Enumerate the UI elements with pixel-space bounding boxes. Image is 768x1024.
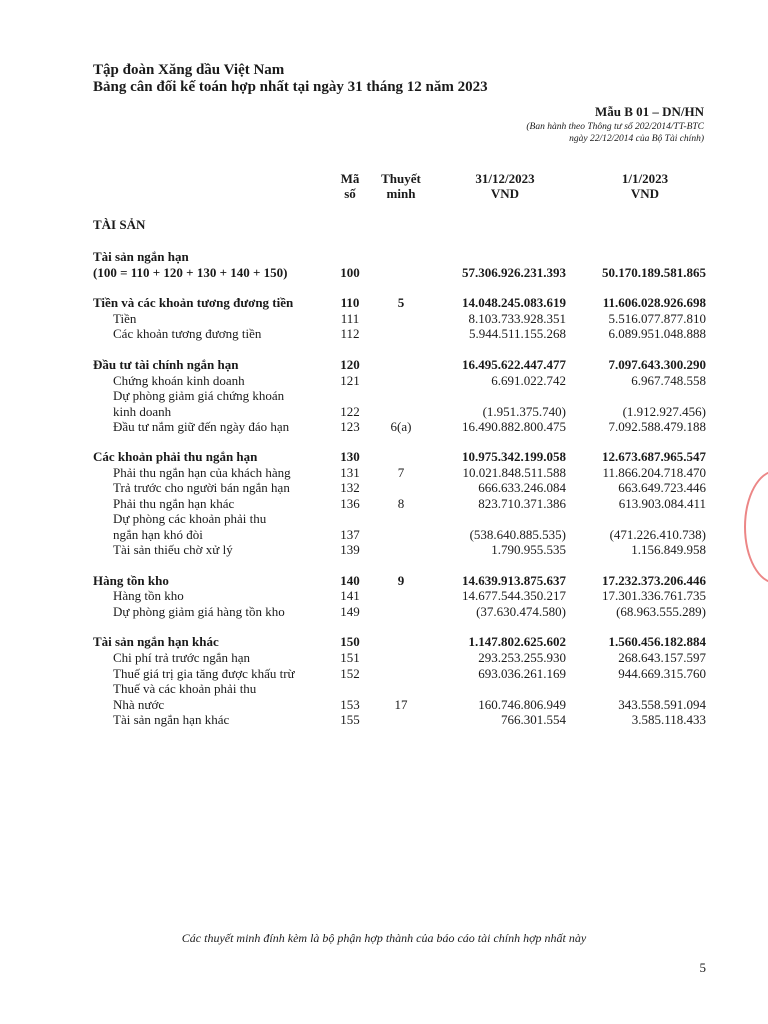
row-current-value: 1.147.802.625.602 xyxy=(468,634,566,649)
page-number: 5 xyxy=(699,960,706,975)
col-code-header: Mã số xyxy=(340,171,360,201)
row-code: 150 xyxy=(340,634,360,649)
row-current-value: 8.103.733.928.351 xyxy=(468,311,566,326)
row-code: 111 xyxy=(340,311,360,326)
row-code: 112 xyxy=(340,326,360,341)
row-current-value: 823.710.371.386 xyxy=(478,496,566,511)
row-previous-value: 663.649.723.446 xyxy=(618,480,706,495)
row-code: 123 xyxy=(340,419,360,434)
row-label: Hàng tồn kho xyxy=(93,573,169,588)
row-label: Đầu tư tài chính ngắn hạn xyxy=(93,357,239,372)
row-code: 141 xyxy=(340,588,360,603)
row-label: Thuế giá trị gia tăng được khấu trừ xyxy=(113,666,295,681)
row-current-value: 6.691.022.742 xyxy=(491,373,566,388)
row-previous-value: (471.226.410.738) xyxy=(609,527,706,542)
row-previous-value: (68.963.555.289) xyxy=(616,604,706,619)
row-code: 130 xyxy=(340,449,360,464)
issued-note-2: ngày 22/12/2014 của Bộ Tài chính) xyxy=(569,134,704,144)
row-label: Trả trước cho người bán ngắn hạn xyxy=(113,480,290,495)
row-current-value: 766.301.554 xyxy=(501,712,566,727)
row-current-value: 14.639.913.875.637 xyxy=(462,573,566,588)
row-note: 7 xyxy=(397,465,405,480)
col-previous-header: 1/1/2023 VND xyxy=(621,171,669,201)
row-label: Dự phòng giảm giá hàng tồn kho xyxy=(113,604,285,619)
row-current-value: 666.633.246.084 xyxy=(478,480,566,495)
row-code: 137 xyxy=(340,527,360,542)
row-label: Chứng khoán kinh doanh xyxy=(113,373,245,388)
row-label: Phải thu ngắn hạn của khách hàng xyxy=(113,465,291,480)
row-code: 131 xyxy=(340,465,360,480)
row-label: Tài sản thiếu chờ xử lý xyxy=(113,542,233,557)
row-code: 120 xyxy=(340,357,360,372)
row-current-value: 14.048.245.083.619 xyxy=(462,295,566,310)
row-label: Dự phòng giảm giá chứng khoán xyxy=(113,388,285,403)
row-previous-value: 17.301.336.761.735 xyxy=(602,588,706,603)
row-current-value: 57.306.926.231.393 xyxy=(462,265,566,280)
row-previous-value: 268.643.157.597 xyxy=(618,650,706,665)
row-code: 153 xyxy=(340,697,360,712)
row-label: Dự phòng các khoản phải thu xyxy=(113,511,267,526)
row-label: Tiền xyxy=(113,311,137,326)
issued-note-1: (Ban hành theo Thông tư số 202/2014/TT-BTC xyxy=(526,122,704,132)
row-previous-value: 1.560.456.182.884 xyxy=(608,634,706,649)
footer-note: Các thuyết minh đính kèm là bộ phận hợp thành của báo cáo tài chính hợp nhất này xyxy=(181,931,587,945)
row-code: 121 xyxy=(340,373,360,388)
row-code: 136 xyxy=(340,496,360,511)
row-code: 155 xyxy=(340,712,360,727)
row-code: 152 xyxy=(340,666,360,681)
row-label: Tài sản ngắn hạn khác xyxy=(113,712,230,727)
row-previous-value: 1.156.849.958 xyxy=(631,542,706,557)
row-previous-value: 7.097.643.300.290 xyxy=(608,357,706,372)
row-current-value: 10.975.342.199.058 xyxy=(462,449,566,464)
row-label: ngắn hạn khó đòi xyxy=(113,527,203,542)
row-label: Các khoản phải thu ngắn hạn xyxy=(93,449,258,464)
row-previous-value: 12.673.687.965.547 xyxy=(602,449,706,464)
row-previous-value: 613.903.084.411 xyxy=(618,496,706,511)
row-current-value: 160.746.806.949 xyxy=(478,697,566,712)
row-label: Thuế và các khoản phải thu xyxy=(113,681,257,696)
row-current-value: 16.490.882.800.475 xyxy=(462,419,566,434)
row-note: 5 xyxy=(397,295,405,310)
row-label: Hàng tồn kho xyxy=(113,588,184,603)
section-title: TÀI SẢN xyxy=(93,217,146,232)
row-code: 140 xyxy=(340,573,360,588)
row-code: 122 xyxy=(340,404,360,419)
row-previous-value: 6.089.951.048.888 xyxy=(608,326,706,341)
row-previous-value: 944.669.315.760 xyxy=(618,666,706,681)
row-label: Các khoản tương đương tiền xyxy=(113,326,262,341)
row-previous-value: (1.912.927.456) xyxy=(622,404,706,419)
row-label: Tài sản ngắn hạn xyxy=(93,249,189,264)
red-seal-stamp xyxy=(744,470,768,584)
row-label: Tiền và các khoản tương đương tiền xyxy=(93,295,294,310)
row-previous-value: 6.967.748.558 xyxy=(631,373,706,388)
row-previous-value: 5.516.077.877.810 xyxy=(608,311,706,326)
row-previous-value: 50.170.189.581.865 xyxy=(602,265,706,280)
form-code: Mẫu B 01 – DN/HN xyxy=(594,104,704,119)
row-previous-value: 11.606.028.926.698 xyxy=(602,295,706,310)
row-previous-value: 343.558.591.094 xyxy=(618,697,706,712)
col-current-header: 31/12/2023 VND xyxy=(475,171,535,201)
row-note: 17 xyxy=(394,697,408,712)
row-previous-value: 17.232.373.206.446 xyxy=(602,573,706,588)
row-current-value: 10.021.848.511.588 xyxy=(462,465,566,480)
row-label: Chi phí trả trước ngắn hạn xyxy=(113,650,251,665)
row-previous-value: 3.585.118.433 xyxy=(631,712,706,727)
row-current-value: 1.790.955.535 xyxy=(491,542,566,557)
row-current-value: 693.036.261.169 xyxy=(478,666,566,681)
row-label: kinh doanh xyxy=(113,404,172,419)
row-code: 149 xyxy=(340,604,360,619)
col-note-header: Thuyết minh xyxy=(381,171,421,201)
report-title: Bảng cân đối kế toán hợp nhất tại ngày 31 tháng 12 năm 2023 xyxy=(93,79,488,95)
row-previous-value: 7.092.588.479.188 xyxy=(608,419,706,434)
row-current-value: (37.630.474.580) xyxy=(476,604,566,619)
row-code: 100 xyxy=(340,265,360,280)
row-note: 9 xyxy=(397,573,405,588)
company-name: Tập đoàn Xăng dầu Việt Nam xyxy=(93,62,285,78)
row-current-value: 16.495.622.447.477 xyxy=(462,357,566,372)
row-label: Nhà nước xyxy=(113,697,165,712)
row-current-value: (1.951.375.740) xyxy=(482,404,566,419)
row-code: 151 xyxy=(340,650,360,665)
row-current-value: 14.677.544.350.217 xyxy=(462,588,566,603)
row-current-value: 5.944.511.155.268 xyxy=(468,326,566,341)
row-current-value: (538.640.885.535) xyxy=(469,527,566,542)
row-code: 132 xyxy=(340,480,360,495)
row-label: (100 = 110 + 120 + 130 + 140 + 150) xyxy=(93,265,288,280)
row-note: 8 xyxy=(397,496,405,511)
row-note: 6(a) xyxy=(390,419,412,434)
row-label: Phải thu ngắn hạn khác xyxy=(113,496,235,511)
row-previous-value: 11.866.204.718.470 xyxy=(602,465,706,480)
row-code: 139 xyxy=(340,542,360,557)
row-current-value: 293.253.255.930 xyxy=(478,650,566,665)
row-label: Đầu tư nắm giữ đến ngày đáo hạn xyxy=(113,419,290,434)
row-label: Tài sản ngắn hạn khác xyxy=(93,634,219,649)
row-code: 110 xyxy=(340,295,360,310)
